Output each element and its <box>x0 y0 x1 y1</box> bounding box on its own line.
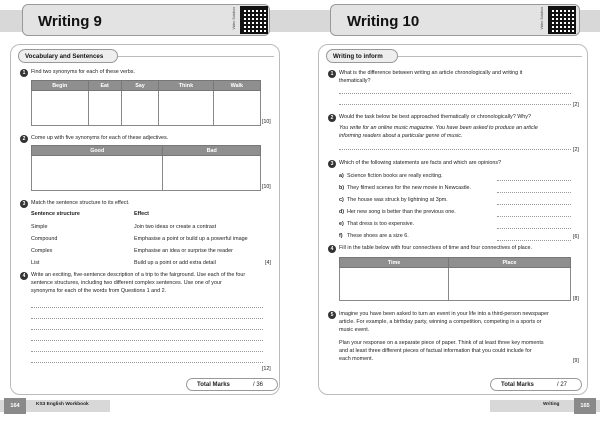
question-text-line: each moment. <box>339 356 374 362</box>
item-letter: c) <box>339 197 344 203</box>
total-value: / 36 <box>253 382 264 388</box>
question-number: 2 <box>20 135 28 143</box>
effect-item[interactable]: Emphasise a point or build up a powerful image <box>134 236 248 242</box>
question-number: 4 <box>328 245 336 253</box>
question-text: Which of the following statements are facts and which are opinions? <box>339 160 502 166</box>
item-letter: e) <box>339 221 344 227</box>
question-text-line: What is the difference between writing an article chronologically and writing it <box>339 70 523 76</box>
answer-cell[interactable] <box>448 268 570 301</box>
table-header: Begin <box>32 81 89 91</box>
total-label: Total Marks <box>197 382 230 388</box>
question-text: Fill in the table below with four connectives of time and four connectives of place. <box>339 245 532 251</box>
answer-cell[interactable] <box>88 91 121 126</box>
table-header: Good <box>32 146 163 156</box>
verbs-table <box>31 80 261 126</box>
answer-line[interactable] <box>31 340 263 341</box>
question-number: 4 <box>20 272 28 280</box>
adjectives-table <box>31 145 261 191</box>
answer-line[interactable] <box>339 104 571 105</box>
effect-item[interactable]: Join two ideas or create a contrast <box>134 224 217 230</box>
qr-label: Video Solution <box>232 7 236 30</box>
statement-text: The house was struck by lightning at 3pm. <box>347 197 448 203</box>
answer-line[interactable] <box>31 329 263 330</box>
question-text-line: Plan your response on a separate piece of paper. Think of at least three key moments <box>339 340 544 346</box>
question-text-line: thematically? <box>339 78 371 84</box>
answer-line[interactable] <box>31 318 263 319</box>
question-text-line: article. For example, a birthday party, winning a competition, competing in a sports or <box>339 319 542 325</box>
answer-line[interactable] <box>339 93 571 94</box>
section-label: Writing to inform <box>326 49 398 63</box>
answer-cell[interactable] <box>159 91 213 126</box>
question-number: 1 <box>328 70 336 78</box>
question-text-line: music event. <box>339 327 370 333</box>
column-heading: Effect <box>134 211 149 217</box>
footer-text: KS3 English Workbook <box>36 402 89 407</box>
total-value: / 27 <box>557 382 568 388</box>
column-heading: Sentence structure <box>31 211 80 217</box>
question-number: 3 <box>20 200 28 208</box>
table-header: Think <box>159 81 213 91</box>
answer-cell[interactable] <box>32 91 89 126</box>
page-title: Writing 10 <box>347 13 420 30</box>
total-marks-box <box>490 378 582 391</box>
question-text: Find two synonyms for each of these verbs. <box>31 69 135 75</box>
item-letter: b) <box>339 185 345 191</box>
answer-line[interactable] <box>497 204 571 205</box>
question-number: 2 <box>328 114 336 122</box>
question-text: Match the sentence structure to its effect. <box>31 200 130 206</box>
marks-label: [2] <box>573 147 579 153</box>
table-header: Say <box>121 81 158 91</box>
footer-text: Writing <box>543 402 560 407</box>
question-number: 5 <box>328 311 336 319</box>
connectives-table <box>339 257 571 301</box>
item-letter: d) <box>339 209 345 215</box>
question-text-line: sentence structures, including two different complex sentences. Use one of your <box>31 280 222 286</box>
marks-label: [2] <box>573 102 579 108</box>
marks-label: [8] <box>573 296 579 302</box>
answer-cell[interactable] <box>163 156 261 191</box>
structure-item[interactable]: Simple <box>31 224 48 230</box>
statement-text: Her new song is better than the previous one. <box>347 209 456 215</box>
question-text-line: Imagine you have been asked to turn an event in your life into a third-person newspaper <box>339 311 549 317</box>
total-label: Total Marks <box>501 382 534 388</box>
table-header: Walk <box>213 81 260 91</box>
answer-line[interactable] <box>31 307 263 308</box>
structure-item[interactable]: Complex <box>31 248 53 254</box>
answer-line[interactable] <box>497 192 571 193</box>
task-text-line: informing readers about a particular genre of music. <box>339 133 463 139</box>
question-text-line: synonyms for each of the words from Questions 1 and 2. <box>31 288 167 294</box>
question-text: Come up with five synonyms for each of these adjectives. <box>31 135 169 141</box>
marks-label: [12] <box>262 366 271 372</box>
table-header: Place <box>448 258 570 268</box>
answer-line[interactable] <box>497 228 571 229</box>
table-header: Bad <box>163 146 261 156</box>
item-letter: f) <box>339 233 343 239</box>
answer-line[interactable] <box>31 362 263 363</box>
effect-item[interactable]: Emphasise an idea or surprise the reader <box>134 248 233 254</box>
marks-label: [10] <box>262 184 271 190</box>
answer-line[interactable] <box>497 240 571 241</box>
task-text-line: You write for an online music magazine. You have been asked to produce an article <box>339 125 538 131</box>
statement-text: They filmed scenes for the new movie in Newcastle. <box>347 185 472 191</box>
question-text-line: and at least three different pieces of factual information that you could include for <box>339 348 532 354</box>
answer-cell[interactable] <box>32 156 163 191</box>
question-text: Would the task below be best approached thematically or chronologically? Why? <box>339 114 531 120</box>
answer-cell[interactable] <box>213 91 260 126</box>
page-number: 164 <box>4 398 26 414</box>
answer-line[interactable] <box>497 180 571 181</box>
structure-item[interactable]: List <box>31 260 40 266</box>
marks-label: [10] <box>262 119 271 125</box>
answer-cell[interactable] <box>121 91 158 126</box>
question-number: 3 <box>328 160 336 168</box>
statement-text: These shoes are a size 6. <box>347 233 409 239</box>
qr-label: Video Solution <box>540 7 544 30</box>
question-text-line: Write an exciting, five-sentence description of a trip to the fairground. Use each of the four <box>31 272 246 278</box>
answer-line[interactable] <box>339 149 571 150</box>
effect-item[interactable]: Build up a point or add extra detail <box>134 260 216 266</box>
total-marks-box <box>186 378 278 391</box>
qr-code-icon[interactable] <box>240 6 268 34</box>
marks-label: [9] <box>573 358 579 364</box>
structure-item[interactable]: Compound <box>31 236 58 242</box>
marks-label: [4] <box>265 260 271 266</box>
marks-label: [6] <box>573 234 579 240</box>
table-header: Eat <box>88 81 121 91</box>
answer-line[interactable] <box>31 351 263 352</box>
answer-line[interactable] <box>497 216 571 217</box>
qr-code-icon[interactable] <box>548 6 576 34</box>
table-header: Time <box>340 258 449 268</box>
page-title: Writing 9 <box>38 13 102 30</box>
statement-text: That dress is too expensive. <box>347 221 415 227</box>
statement-text: Science fiction books are really exciting. <box>347 173 443 179</box>
question-number: 1 <box>20 69 28 77</box>
page-number: 165 <box>574 398 596 414</box>
item-letter: a) <box>339 173 344 179</box>
right-page <box>300 0 600 423</box>
section-label: Vocabulary and Sentences <box>18 49 118 63</box>
answer-cell[interactable] <box>340 268 449 301</box>
